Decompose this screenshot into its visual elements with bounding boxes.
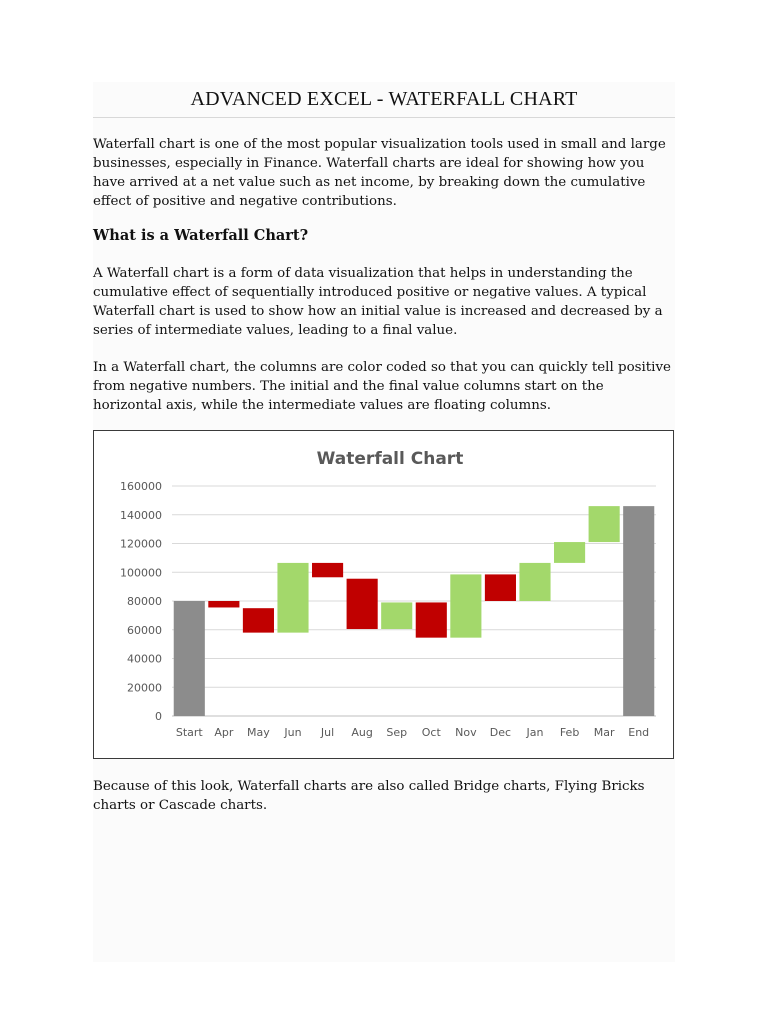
x-tick-label: Dec (489, 726, 512, 739)
x-tick-label: Mar (593, 726, 615, 739)
y-tick-label: 0 (155, 710, 162, 723)
chart-title: Waterfall Chart (316, 449, 464, 469)
y-tick-label: 40000 (127, 652, 162, 666)
x-tick-label: Jun (284, 726, 302, 739)
document-title: ADVANCED EXCEL - WATERFALL CHART (190, 88, 578, 110)
definition-paragraph: A Waterfall chart is a form of data visualization that helps in understanding the cumulative effect of sequentially introduced positive or negative values. A typical Waterfall chart is used to show how an initial value is increased and decreased by a series of intermediate values, leading to a final value. (93, 266, 663, 338)
section-heading: What is a Waterfall Chart? (93, 227, 309, 244)
alias-paragraph: Because of this look, Waterfall charts are also called Bridge charts, Flying Bricks charts or Cascade charts. (93, 779, 645, 813)
y-tick-label: 140000 (120, 508, 162, 522)
grid-lines (172, 486, 656, 716)
bar-start (174, 601, 205, 716)
y-axis-ticks (120, 480, 162, 723)
x-tick-label: Start (175, 726, 203, 739)
x-tick-label: End (628, 726, 650, 739)
x-tick-label: May (247, 726, 270, 739)
x-tick-label: Nov (455, 726, 477, 739)
y-tick-label: 120000 (120, 537, 162, 551)
x-tick-label: Sep (386, 726, 408, 739)
bar-nov (450, 574, 481, 637)
x-tick-label: Jul (320, 726, 335, 739)
bar-sep (381, 602, 412, 629)
bars (174, 506, 655, 716)
x-tick-label: Feb (559, 726, 580, 739)
bar-apr (208, 601, 239, 607)
bar-may (243, 608, 274, 632)
bar-oct (416, 602, 447, 637)
chart-canvas (94, 431, 673, 758)
x-tick-label: Aug (351, 726, 373, 739)
bar-feb (554, 542, 585, 563)
y-tick-label: 100000 (120, 566, 162, 580)
y-tick-label: 60000 (127, 623, 162, 637)
bar-end (623, 506, 654, 716)
bar-jan (519, 563, 550, 601)
x-axis-ticks (176, 726, 649, 739)
title-divider (93, 117, 675, 118)
x-tick-label: Jan (526, 726, 544, 739)
bar-mar (589, 506, 620, 542)
x-tick-label: Apr (214, 726, 234, 739)
bar-aug (347, 579, 378, 629)
y-tick-label: 80000 (127, 595, 162, 608)
waterfall-chart (93, 430, 674, 759)
color-coding-paragraph: In a Waterfall chart, the columns are color coded so that you can quickly tell positive from negative numbers. The initial and the final value columns start on the horizontal axis, while the intermediate values are floating columns. (93, 360, 671, 413)
intro-paragraph: Waterfall chart is one of the most popular visualization tools used in small and large businesses, especially in Finance. Waterfall charts are ideal for showing how you have arrived at a net value such as net income, by breaking down the cumulative effect of positive and negative contributions. (93, 137, 666, 209)
bar-jul (312, 563, 343, 577)
bar-dec (485, 574, 516, 601)
bar-jun (277, 563, 308, 633)
x-tick-label: Oct (421, 726, 441, 739)
y-tick-label: 20000 (127, 681, 162, 695)
y-tick-label: 160000 (120, 480, 162, 493)
